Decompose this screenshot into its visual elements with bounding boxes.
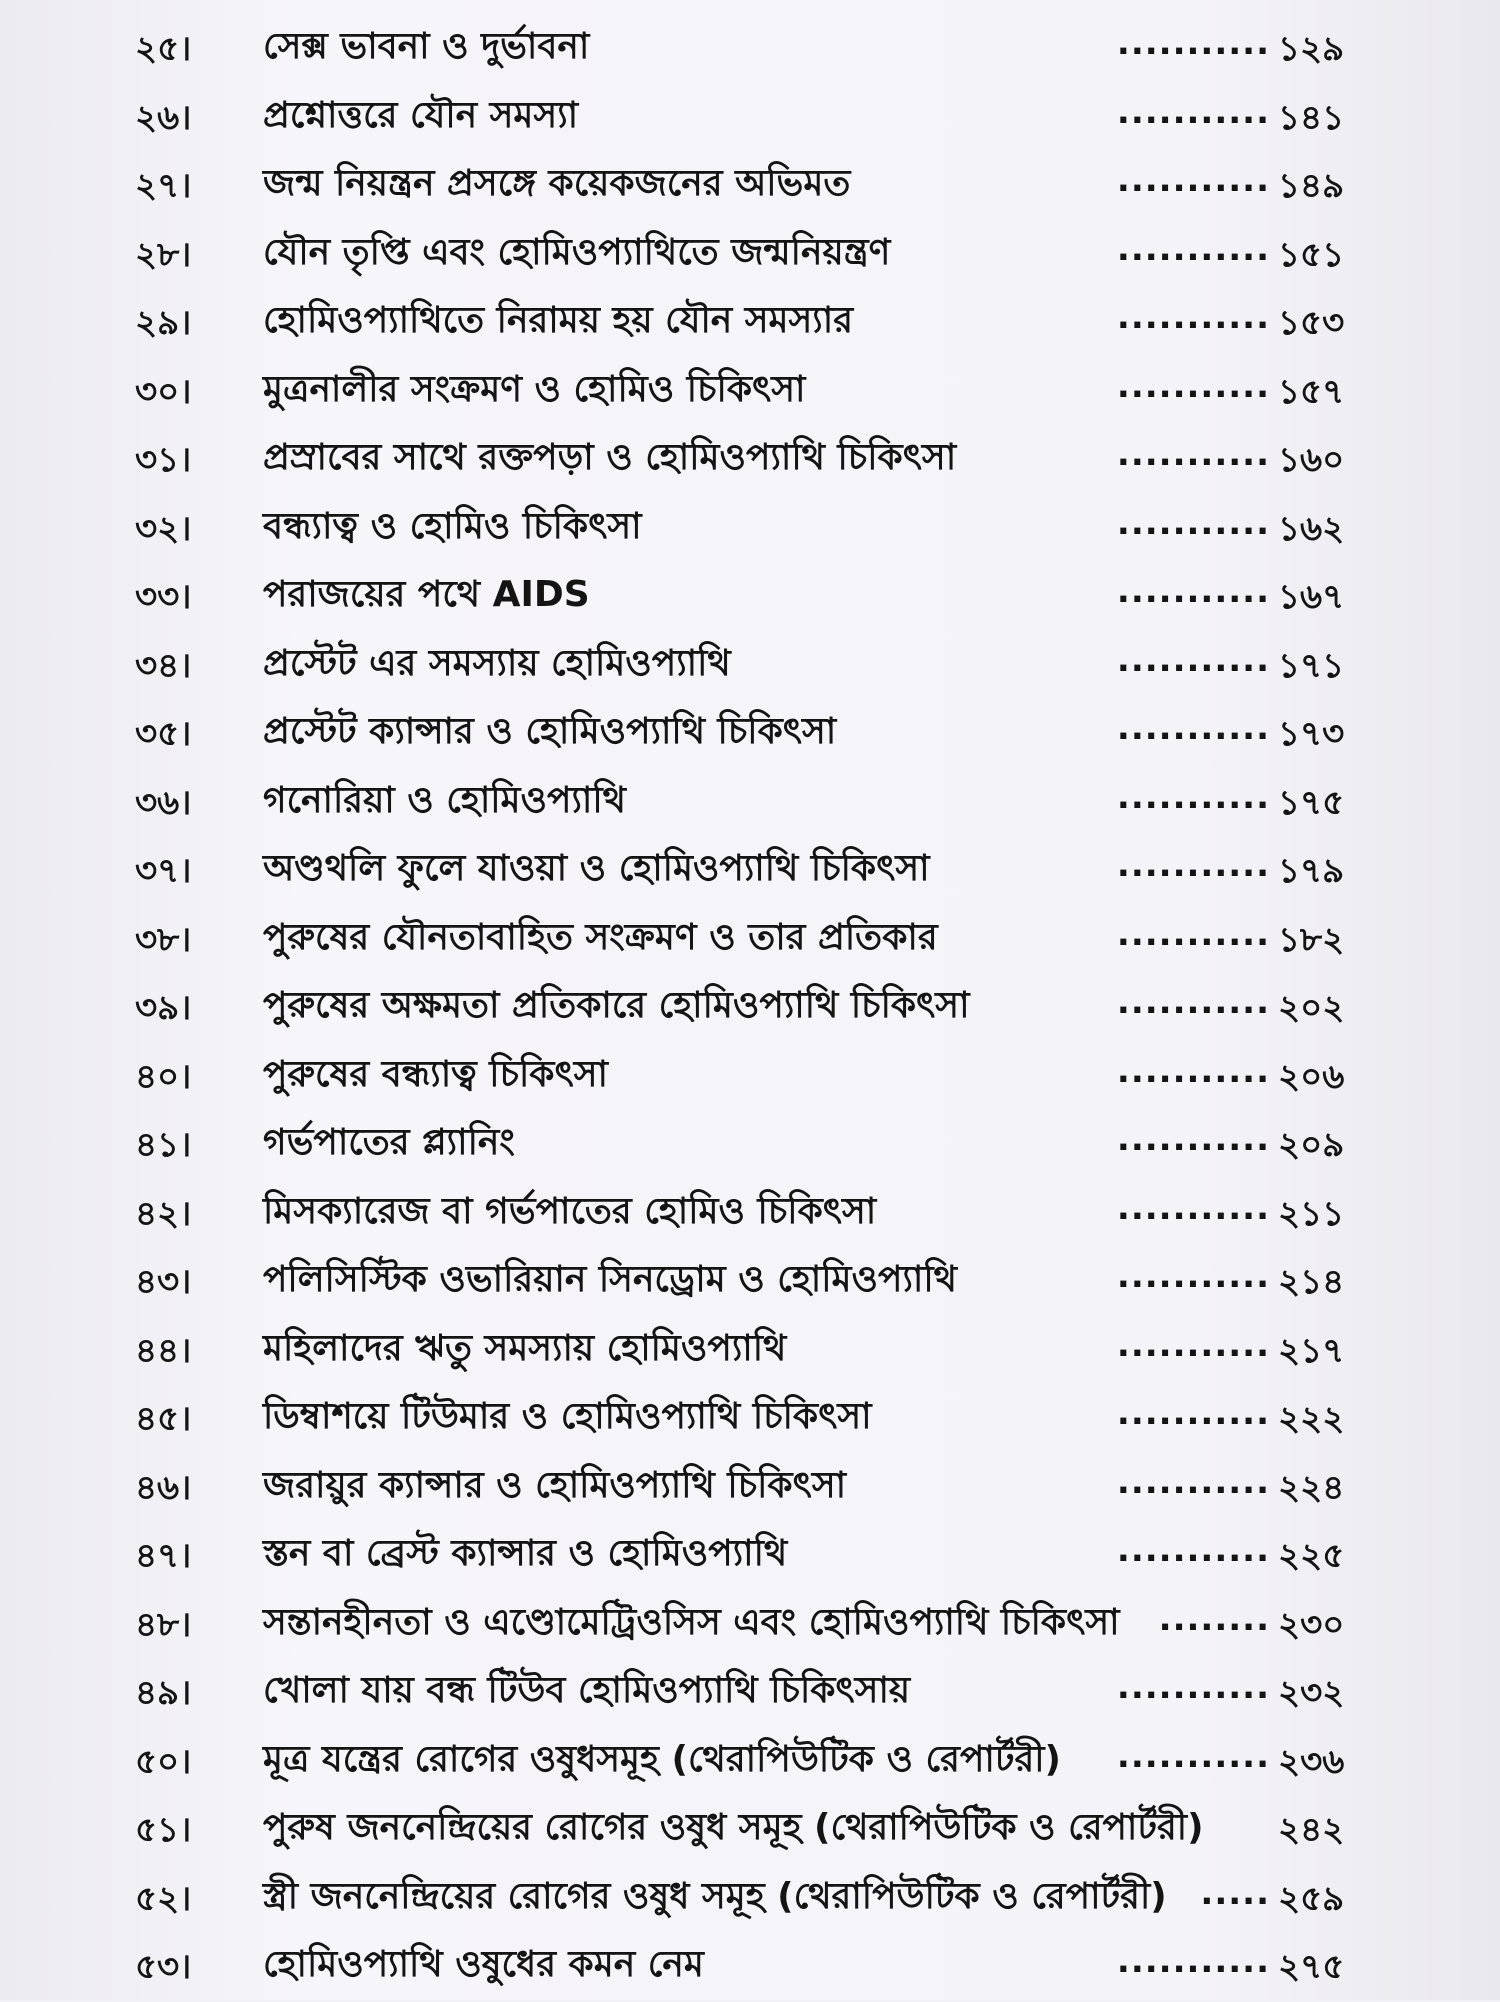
dot-leader: ...........	[1116, 91, 1270, 132]
entry-page-number: ১৬৭	[1278, 577, 1345, 617]
entry-title: স্তন বা ব্রেস্ট ক্যান্সার ও হোমিওপ্যাথি	[263, 1533, 788, 1574]
toc-entry	[0, 1796, 1500, 1865]
dot-leader: ...........	[1116, 160, 1270, 200]
dot-leader: ...........	[1116, 982, 1270, 1022]
entry-page-number: ২০৯	[1278, 1125, 1345, 1165]
toc-entry	[0, 152, 1500, 221]
entry-page-number: ১৬২	[1278, 508, 1345, 549]
entry-number: ২৯।	[135, 303, 192, 343]
entry-page-number: ২০৬	[1278, 1056, 1345, 1097]
toc-entry	[0, 1933, 1500, 2002]
toc-entry	[0, 495, 1500, 564]
entry-page-number: ১৭৫	[1278, 782, 1345, 823]
toc-entry	[0, 769, 1500, 838]
entry-title: জন্ম নিয়ন্ত্রন প্রসঙ্গে কয়েকজনের অভিমত	[263, 163, 851, 204]
entry-number: ২৫।	[135, 29, 192, 69]
entry-number: ২৮।	[135, 234, 192, 275]
entry-page-number: ২৪২	[1278, 1810, 1345, 1850]
dot-leader: ...........	[1116, 297, 1270, 337]
entry-page-number: ২০২	[1278, 988, 1345, 1028]
entry-number: ৩৯।	[135, 988, 192, 1028]
entry-title: মূত্র যন্ত্রের রোগের ওষুধসমূহ (থেরাপিউটিক ও রেপার্টরী)	[263, 1738, 1062, 1780]
entry-page-number: ১৪১	[1278, 97, 1345, 138]
toc-entry	[0, 1865, 1500, 1934]
entry-title: পুরুষ জননেন্দ্রিয়ের রোগের ওষুধ সমূহ (থেরাপিউটিক ও রেপার্টরী)	[263, 1807, 1204, 1848]
entry-number: ৪০।	[135, 1056, 192, 1097]
toc-entry	[0, 289, 1500, 358]
dot-leader: ...........	[1116, 1530, 1270, 1570]
toc-entry	[0, 974, 1500, 1043]
entry-page-number: ১৪৯	[1278, 166, 1345, 206]
entry-title: গর্ভপাতের প্ল্যানিং	[263, 1122, 515, 1163]
toc-entry	[0, 1043, 1500, 1112]
dot-leader: ........	[1158, 1598, 1270, 1639]
entry-number: ৪৮।	[135, 1604, 192, 1645]
entry-page-number: ১৭৯	[1278, 851, 1345, 891]
entry-title: পুরুষের বন্ধ্যাত্ব চিকিৎসা	[263, 1053, 608, 1095]
entry-number: ৪৯।	[135, 1673, 192, 1713]
entry-number: ৫১।	[135, 1810, 192, 1850]
entry-page-number: ২৩৬	[1278, 1741, 1345, 1782]
entry-title: মুত্রনালীর সংক্রমণ ও হোমিও চিকিৎসা	[263, 368, 806, 410]
entry-page-number: ২১৭	[1278, 1330, 1345, 1371]
entry-page-number: ২১১	[1278, 1193, 1345, 1234]
toc-entry	[0, 1659, 1500, 1728]
entry-title: মিসক্যারেজ বা গর্ভপাতের হোমিও চিকিৎসা	[263, 1190, 877, 1232]
entry-title: পলিসিস্টিক ওভারিয়ান সিনড্রোম ও হোমিওপ্যাথি	[263, 1259, 957, 1300]
entry-title: পুরুষের যৌনতাবাহিত সংক্রমণ ও তার প্রতিকার	[263, 916, 938, 958]
entry-title: প্রস্টেট ক্যান্সার ও হোমিওপ্যাথি চিকিৎসা	[263, 711, 837, 752]
entry-page-number: ২৩০	[1278, 1604, 1345, 1645]
entry-page-number: ১৭৩	[1278, 714, 1345, 754]
dot-leader: ...........	[1116, 365, 1270, 406]
entry-title: পুরুষের অক্ষমতা প্রতিকারে হোমিওপ্যাথি চিকিৎসা	[263, 985, 970, 1026]
dot-leader: ...........	[1116, 913, 1270, 954]
entry-page-number: ২২৪	[1278, 1467, 1345, 1508]
entry-number: ৫০।	[135, 1741, 192, 1782]
entry-page-number: ১৭১	[1278, 645, 1345, 686]
entry-title: সন্তানহীনতা ও এণ্ডোমেট্রিওসিস এবং হোমিওপ্যাথি চিকিৎসা	[263, 1601, 1120, 1643]
dot-leader: ...........	[1116, 1050, 1270, 1091]
entry-page-number: ২২৫	[1278, 1536, 1345, 1576]
entry-title: যৌন তৃপ্তি এবং হোমিওপ্যাথিতে জন্মনিয়ন্ত্রণ	[263, 231, 891, 273]
dot-leader: ...........	[1116, 776, 1270, 817]
toc-entry	[0, 1317, 1500, 1386]
dot-leader: ...........	[1116, 1324, 1270, 1365]
dot-leader: ...........	[1116, 1256, 1270, 1296]
entry-title: হোমিওপ্যাথিতে নিরাময় হয় যৌন সমস্যার	[263, 300, 853, 341]
entry-page-number: ১৮২	[1278, 919, 1345, 960]
toc-entry	[0, 1180, 1500, 1249]
entry-title: জরায়ুর ক্যান্সার ও হোমিওপ্যাথি চিকিৎসা	[263, 1464, 847, 1506]
dot-leader: ...........	[1116, 502, 1270, 543]
entry-number: ৪৭।	[135, 1536, 192, 1576]
entry-number: ৩৮।	[135, 919, 192, 960]
toc-entry	[0, 1522, 1500, 1591]
toc-entry	[0, 700, 1500, 769]
toc-entry	[0, 1591, 1500, 1660]
entry-title: পরাজয়ের পথে AIDS	[263, 574, 590, 615]
dot-leader: ...........	[1116, 434, 1270, 474]
dot-leader: ...........	[1116, 845, 1270, 885]
dot-leader: ...........	[1116, 1461, 1270, 1502]
dot-leader: ...........	[1116, 571, 1270, 611]
entry-title: সেক্স ভাবনা ও দুর্ভাবনা	[263, 26, 590, 67]
entry-number: ৪২।	[135, 1193, 192, 1234]
dot-leader: ...........	[1116, 1187, 1270, 1228]
entry-number: ৪৬।	[135, 1467, 192, 1508]
entry-page-number: ১৬০	[1278, 440, 1345, 480]
entry-title: ডিম্বাশয়ে টিউমার ও হোমিওপ্যাথি চিকিৎসা	[263, 1396, 872, 1437]
entry-page-number: ১৫১	[1278, 234, 1345, 275]
entry-number: ২৭।	[135, 166, 192, 206]
toc-entry	[0, 221, 1500, 290]
toc-entry	[0, 358, 1500, 427]
entry-number: ৪৪।	[135, 1330, 192, 1371]
entry-number: ৩৪।	[135, 645, 192, 686]
entry-page-number: ২৩২	[1278, 1673, 1345, 1713]
dot-leader: ...........	[1116, 1735, 1270, 1776]
entry-number: ৩৫।	[135, 714, 192, 754]
entry-page-number: ১৫৩	[1278, 303, 1345, 343]
toc-entry	[0, 563, 1500, 632]
dot-leader: ...........	[1116, 23, 1270, 63]
entry-page-number: ১২৯	[1278, 29, 1345, 69]
entry-number: ৩২।	[135, 508, 192, 549]
toc-entry	[0, 1385, 1500, 1454]
dot-leader: ...........	[1116, 1667, 1270, 1707]
entry-title: খোলা যায় বন্ধ টিউব হোমিওপ্যাথি চিকিৎসায়	[263, 1670, 911, 1711]
entry-number: ৩৩।	[135, 577, 192, 617]
entry-title: প্রশ্নোত্তরে যৌন সমস্যা	[263, 94, 579, 136]
toc-entry	[0, 1111, 1500, 1180]
entry-number: ৩১।	[135, 440, 192, 480]
entry-page-number: ২৭৫	[1278, 1947, 1345, 1987]
dot-leader: ...........	[1116, 639, 1270, 680]
dot-leader: ...........	[1116, 1941, 1270, 1981]
entry-title: অণ্ডথলি ফুলে যাওয়া ও হোমিওপ্যাথি চিকিৎসা	[263, 848, 930, 889]
entry-title: স্ত্রী জননেন্দ্রিয়ের রোগের ওষুধ সমূহ (থেরাপিউটিক ও রেপার্টরী)	[263, 1875, 1167, 1917]
entry-number: ৫৩।	[135, 1947, 192, 1987]
entry-page-number: ২৫৯	[1278, 1878, 1345, 1919]
toc-entry	[0, 84, 1500, 153]
entry-number: ৩৭।	[135, 851, 192, 891]
entry-number: ৩০।	[135, 371, 192, 412]
toc-entry	[0, 1248, 1500, 1317]
toc-entry	[0, 837, 1500, 906]
entry-number: ৫২।	[135, 1878, 192, 1919]
entry-title: হোমিওপ্যাথি ওষুধের কমন নেম	[263, 1944, 704, 1985]
entry-title: গনোরিয়া ও হোমিওপ্যাথি	[263, 779, 626, 821]
entry-page-number: ২১৪	[1278, 1262, 1345, 1302]
entry-title: প্রস্রাবের সাথে রক্তপড়া ও হোমিওপ্যাথি চিকিৎসা	[263, 437, 957, 478]
entry-number: ৪৩।	[135, 1262, 192, 1302]
entry-title: বন্ধ্যাত্ব ও হোমিও চিকিৎসা	[263, 505, 642, 547]
entry-number: ৪১।	[135, 1125, 192, 1165]
toc-entry	[0, 632, 1500, 701]
table-of-contents	[0, 15, 1500, 2002]
toc-entry	[0, 426, 1500, 495]
dot-leader: ...........	[1116, 228, 1270, 269]
entry-title: মহিলাদের ঋতু সমস্যায় হোমিওপ্যাথি	[263, 1327, 787, 1369]
entry-number: ৩৬।	[135, 782, 192, 823]
toc-entry	[0, 1728, 1500, 1797]
toc-entry	[0, 906, 1500, 975]
entry-title: প্রস্টেট এর সমস্যায় হোমিওপ্যাথি	[263, 642, 731, 684]
entry-number: ৪৫।	[135, 1399, 192, 1439]
dot-leader: ...........	[1116, 1119, 1270, 1159]
dot-leader: ...........	[1116, 708, 1270, 748]
dot-leader: ...........	[1116, 1393, 1270, 1433]
dot-leader: .....	[1200, 1872, 1270, 1913]
entry-page-number: ২২২	[1278, 1399, 1345, 1439]
entry-number: ২৬।	[135, 97, 192, 138]
toc-entry	[0, 1454, 1500, 1523]
entry-page-number: ১৫৭	[1278, 371, 1345, 412]
toc-entry	[0, 15, 1500, 84]
